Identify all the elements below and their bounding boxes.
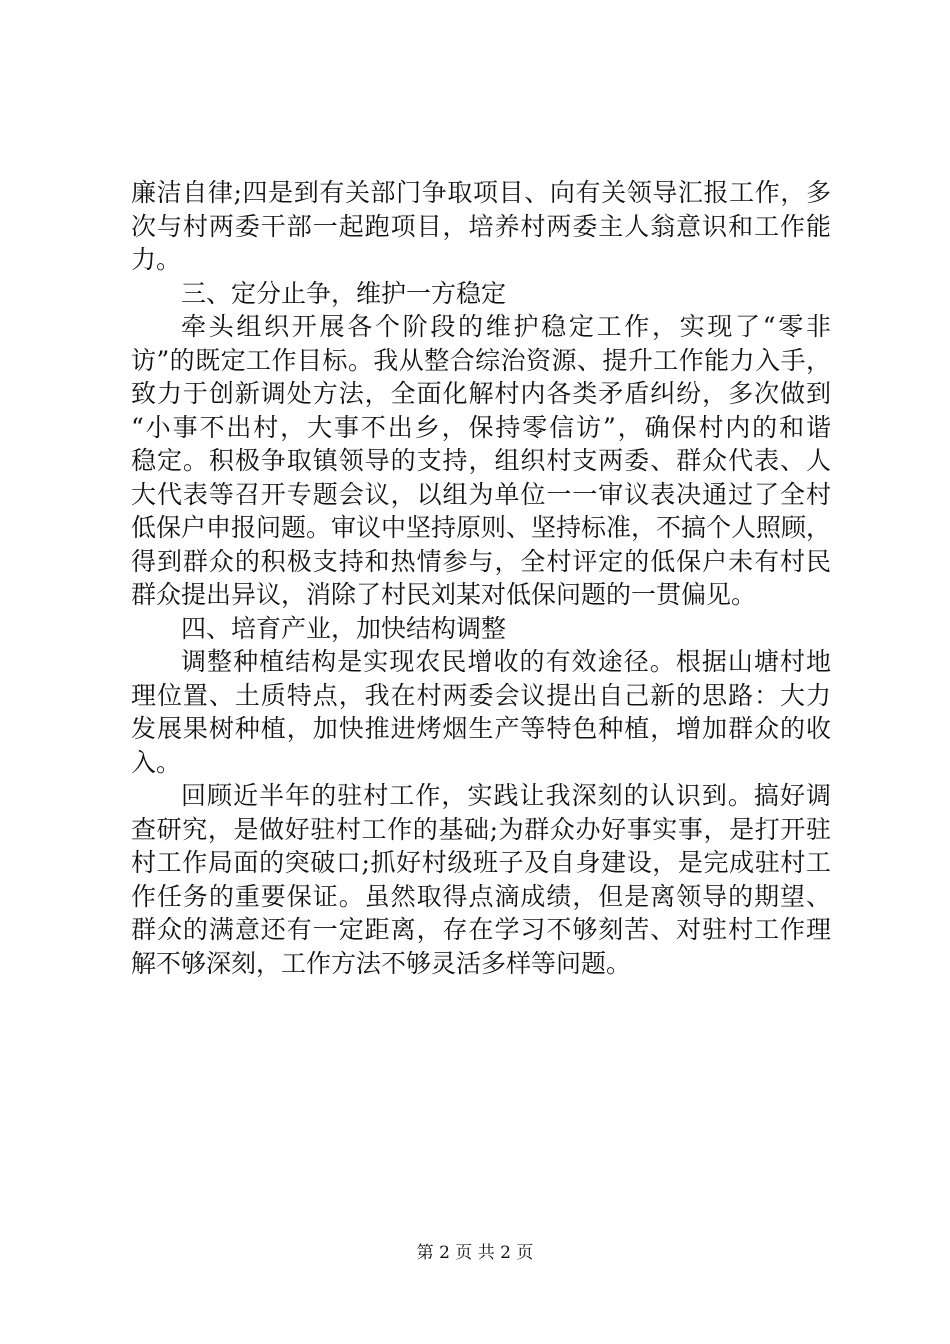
text-line: 调整种植结构是实现农民增收的有效途径。根据山塘村地 bbox=[181, 647, 831, 676]
section-heading: 四、培育产业，加快结构调整 bbox=[181, 613, 507, 643]
text-line: 群众提出异议，消除了村民刘某对低保问题的一贯偏见。 bbox=[131, 580, 757, 609]
text-line: 访”的既定工作目标。我从整合综治资源、提升工作能力入手， bbox=[131, 345, 831, 375]
document-body bbox=[131, 176, 831, 980]
text-line: 致力于创新调处方法，全面化解村内各类矛盾纠纷，多次做到 bbox=[131, 379, 831, 408]
text-line: 发展果树种植，加快推进烤烟生产等特色种植，增加群众的收 bbox=[131, 714, 831, 743]
section-heading: 三、定分止争，维护一方稳定 bbox=[181, 278, 507, 308]
text-line: 牵头组织开展各个阶段的维护稳定工作，实现了“零非 bbox=[181, 312, 831, 341]
text-line: 作任务的重要保证。虽然取得点滴成绩，但是离领导的期望、 bbox=[131, 881, 831, 911]
text-line: 群众的满意还有一定距离，存在学习不够刻苦、对驻村工作理 bbox=[131, 915, 831, 944]
text-line: 低保户申报问题。审议中坚持原则、坚持标准，不搞个人照顾， bbox=[131, 513, 832, 542]
text-line: “小事不出村，大事不出乡，保持零信访”，确保村内的和谐 bbox=[131, 412, 831, 442]
text-line: 解不够深刻，工作方法不够灵活多样等问题。 bbox=[131, 948, 632, 978]
text-line: 稳定。积极争取镇领导的支持，组织村支两委、群众代表、人 bbox=[131, 446, 831, 475]
text-line: 廉洁自律;四是到有关部门争取项目、向有关领导汇报工作，多 bbox=[131, 178, 831, 207]
text-line: 入。 bbox=[131, 747, 182, 777]
page-number-footer: 第 2 页 共 2 页 bbox=[416, 1243, 534, 1263]
text-line: 次与村两委干部一起跑项目，培养村两委主人翁意识和工作能 bbox=[131, 211, 831, 241]
text-line: 力。 bbox=[131, 245, 182, 274]
text-line: 村工作局面的突破口;抓好村级班子及自身建设，是完成驻村工 bbox=[131, 848, 831, 877]
text-line: 回顾近半年的驻村工作，实践让我深刻的认识到。搞好调 bbox=[181, 781, 831, 810]
text-line: 理位置、土质特点，我在村两委会议提出自己新的思路：大力 bbox=[131, 680, 831, 710]
text-line: 大代表等召开专题会议，以组为单位一一审议表决通过了全村 bbox=[131, 479, 831, 509]
text-line: 得到群众的积极支持和热情参与，全村评定的低保户未有村民 bbox=[131, 546, 831, 576]
text-line: 查研究，是做好驻村工作的基础;为群众办好事实事，是打开驻 bbox=[131, 814, 831, 844]
